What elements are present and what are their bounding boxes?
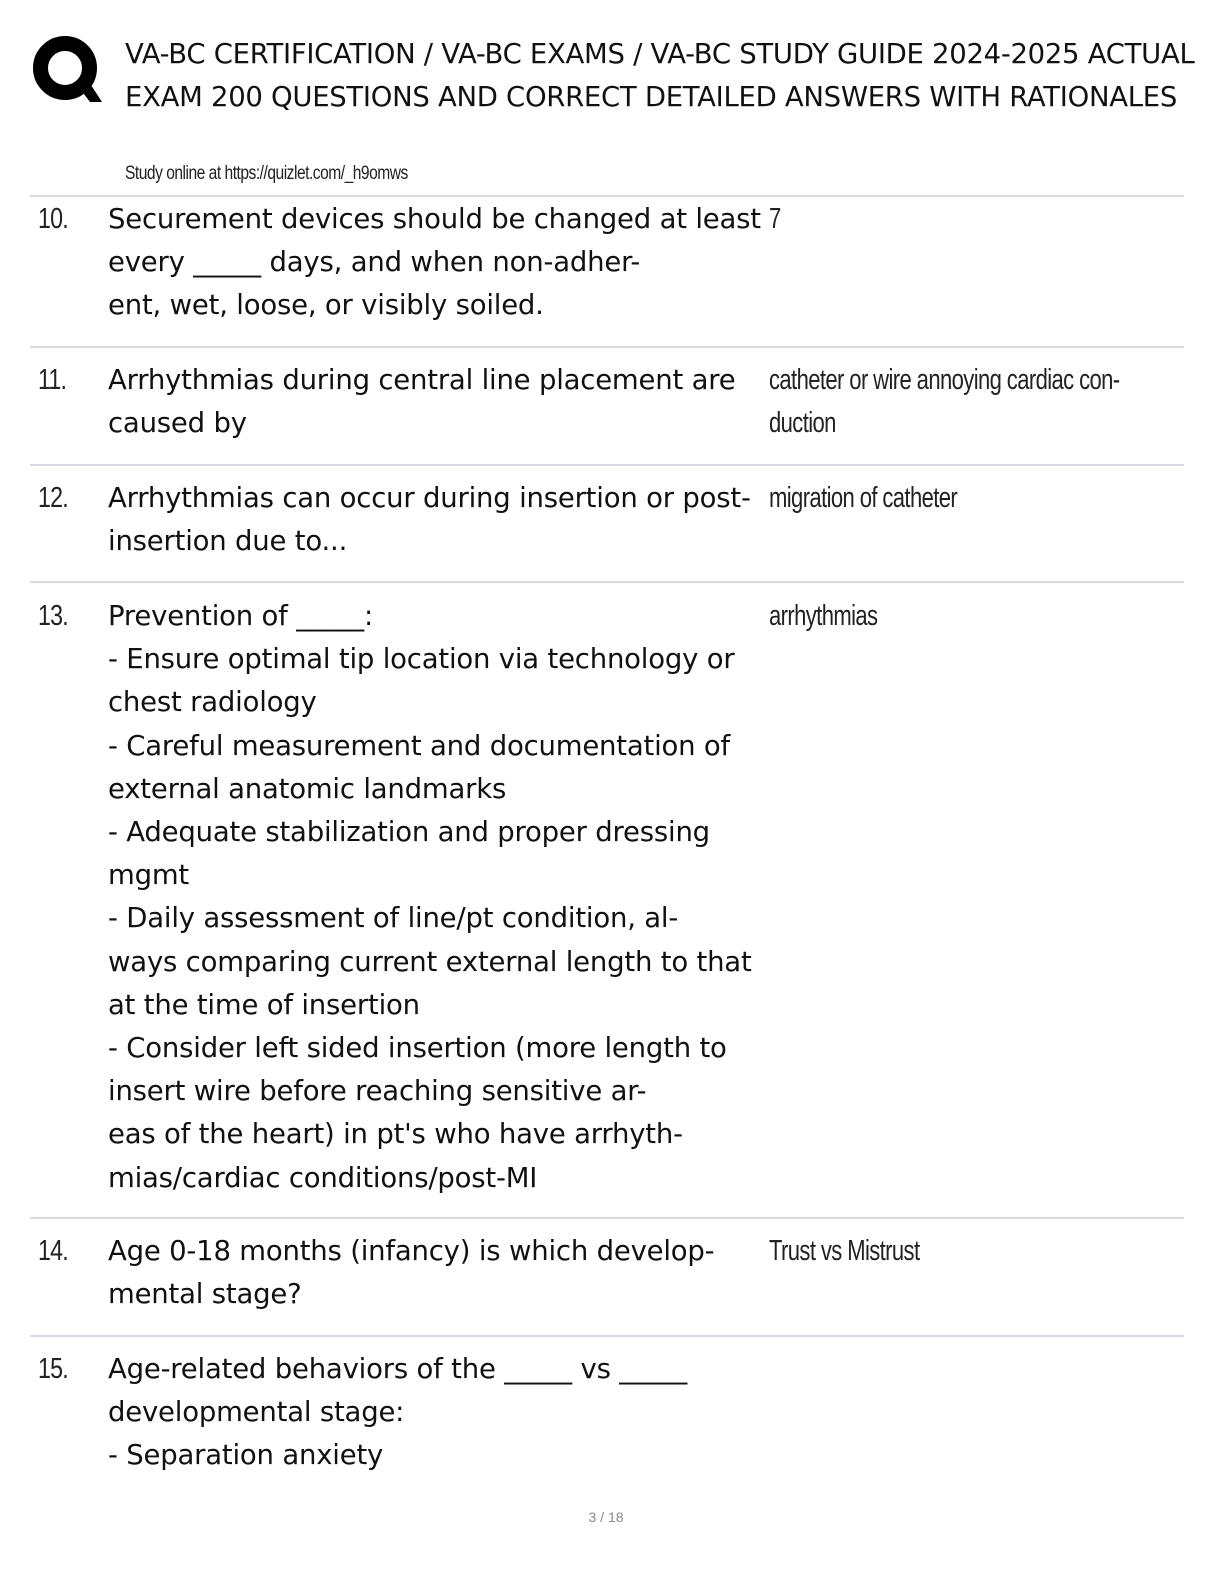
- card-term: Arrhythmias can occur during insertion or post-insertion due to...: [108, 482, 751, 558]
- card-definition: catheter or wire annoying cardiac con- duction: [769, 364, 1120, 440]
- card-number: 13.: [38, 600, 68, 632]
- card-term: Securement devices should be changed at least every _____ days, and when non-adher- ent, wet, loose, or visibly soiled.: [108, 203, 761, 322]
- page-indicator: 3 / 18: [588, 1509, 624, 1525]
- card-definition: Trust vs Mistrust: [769, 1235, 920, 1267]
- card-definition: arrhythmias: [769, 600, 878, 632]
- card-divider: [30, 464, 1184, 466]
- card-definition: migration of catheter: [769, 482, 958, 514]
- card-number: 15.: [38, 1353, 68, 1385]
- card-term: Age 0-18 months (infancy) is which develop- mental stage?: [108, 1235, 715, 1311]
- card-number: 14.: [38, 1235, 68, 1267]
- study-online-link[interactable]: Study online at https://quizlet.com/_h9omws: [125, 163, 408, 184]
- header-divider: [30, 195, 1184, 197]
- card-term: Arrhythmias during central line placement are caused by: [108, 364, 736, 440]
- card-divider: [30, 1217, 1184, 1219]
- card-number: 10.: [38, 203, 68, 235]
- card-number: 11.: [38, 364, 67, 396]
- card-divider: [30, 1335, 1184, 1337]
- card-divider: [30, 581, 1184, 583]
- card-definition: 7: [769, 203, 781, 235]
- card-divider: [30, 346, 1184, 348]
- quizlet-q-logo-icon: [30, 32, 106, 108]
- card-number: 12.: [38, 482, 68, 514]
- document-title: VA-BC CERTIFICATION / VA-BC EXAMS / VA-BC STUDY GUIDE 2024-2025 ACTUAL EXAM 200 QUESTIONS AND CORRECT DETAILED ANSWERS WITH RATIONALES: [125, 38, 1195, 113]
- card-term: Age-related behaviors of the _____ vs _____ developmental stage: - Separation anxiety: [108, 1353, 687, 1472]
- card-term: Prevention of _____: - Ensure optimal tip location via technology or chest radiology - Careful measurement and documentation of external anatomic landmarks - Adequate stabilization and proper dressing mgmt - Daily assessment of line/pt condition, al- ways comparing current external length to that at the time of insertion - Consider left sided insertion (more length to insert wire before reaching sensitive ar- eas of the heart) in pt's who have arrhyth- mias/cardiac conditions/post-MI: [108, 600, 752, 1194]
